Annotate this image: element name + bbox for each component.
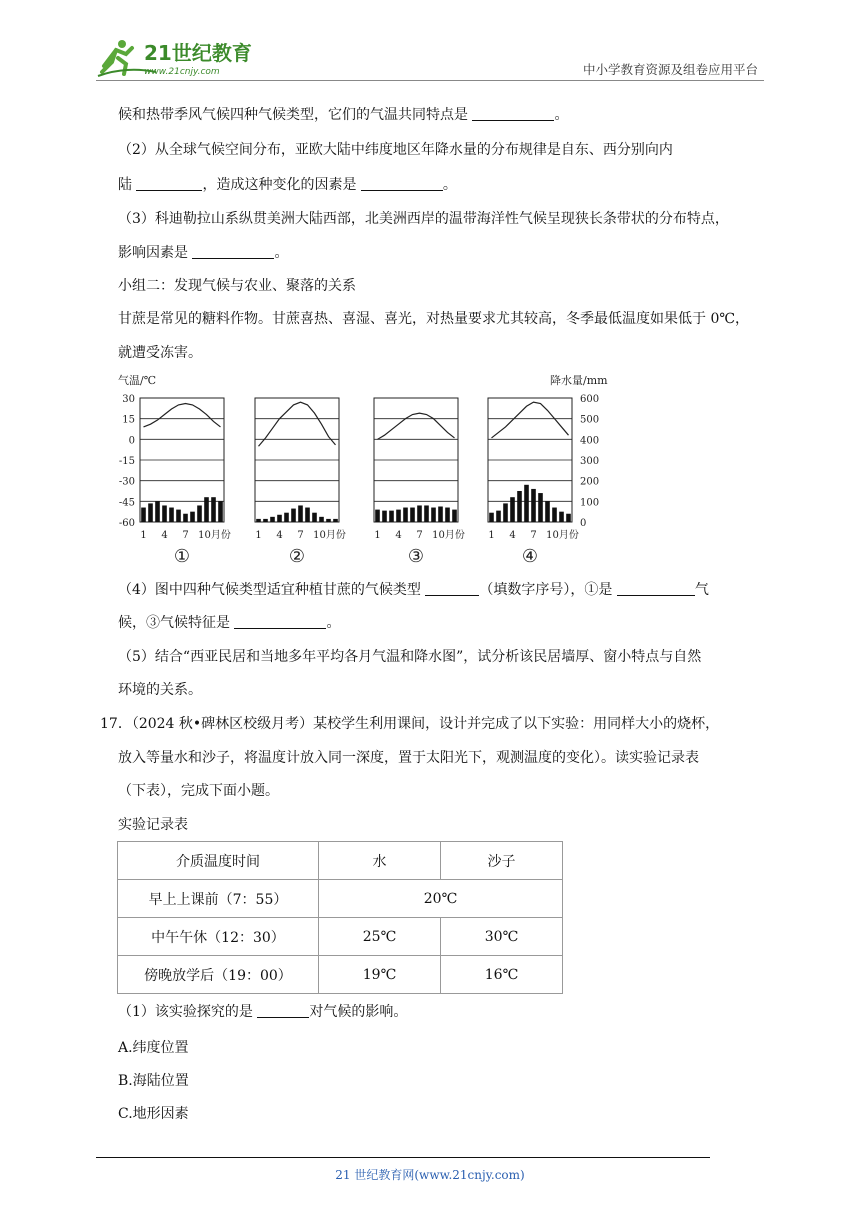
subquestion-1: （1）该实验探究的是 对气候的影响。 xyxy=(118,1004,408,1020)
precip-bar xyxy=(510,497,515,522)
question-17-line-3: （下表），完成下面小题。 xyxy=(118,783,279,799)
precip-tick-label: 100 xyxy=(580,497,600,509)
logo-url: www.21cnjy.com xyxy=(144,67,220,77)
question-5-line-2: 环境的关系。 xyxy=(118,682,202,698)
panel-number-label: ③ xyxy=(407,546,425,567)
temp-tick-label: -15 xyxy=(118,456,135,467)
question-3-line-1: （3）科迪勒拉山系纵贯美洲大陆西部，北美洲西岸的温带海洋性气候呈现狭长条带状的分布特点， xyxy=(118,211,729,227)
precip-bar xyxy=(141,508,146,522)
precip-bar xyxy=(197,505,202,522)
temp-tick-label: -30 xyxy=(118,476,135,488)
question-5-line-1: （5）结合“西亚民居和当地多年平均各月气温和降水图”，试分析该民居墙厚、窗小特点与自然 xyxy=(118,649,702,665)
panel-number-label: ② xyxy=(288,546,306,567)
climate-panel xyxy=(140,398,231,567)
precip-bar xyxy=(438,507,443,523)
month-tick-label: 10月份 xyxy=(313,530,346,541)
table-header: 水 xyxy=(319,842,441,880)
table-header: 介质温度时间 xyxy=(118,842,319,880)
precip-tick-label: 400 xyxy=(580,435,600,447)
footer-divider xyxy=(96,1157,710,1158)
answer-blank xyxy=(361,176,443,191)
group-2-heading: 小组二：发现气候与农业、聚落的关系 xyxy=(118,278,356,294)
precip-bar xyxy=(176,510,181,522)
header-divider xyxy=(96,80,764,81)
temp-tick-label: -45 xyxy=(118,497,135,509)
sugarcane-line-2: 就遭受冻害。 xyxy=(118,345,202,361)
month-tick-label: 10月份 xyxy=(432,530,465,541)
month-tick-label: 7 xyxy=(530,530,537,541)
precip-tick-label: 0 xyxy=(580,518,587,529)
month-tick-label: 1 xyxy=(255,530,262,541)
question-3-line-2: 影响因素是 。 xyxy=(118,245,289,261)
precip-bar xyxy=(375,510,380,522)
table-cell-water: 25℃ xyxy=(319,918,441,956)
precip-bar xyxy=(396,510,401,522)
question-17-line-2: 放入等量水和沙子，将温度计放入同一深度，置于太阳光下，观测温度的变化）。读实验记录表 xyxy=(118,750,699,766)
temp-line xyxy=(378,413,455,439)
month-tick-label: 7 xyxy=(416,530,423,541)
question-4-line-1: （4）图中四种气候类型适宜种植甘蔗的气候类型 （填数字序号），①是 气 xyxy=(118,582,709,598)
site-logo xyxy=(96,36,266,80)
precip-bar xyxy=(277,515,282,522)
precip-bar xyxy=(218,501,223,522)
precip-bar xyxy=(424,505,429,522)
precip-bar xyxy=(538,493,543,522)
precip-bar xyxy=(183,514,188,522)
question-2-line-2: 陆 ，造成这种变化的因素是 。 xyxy=(118,177,457,193)
month-tick-label: 4 xyxy=(161,530,168,541)
temp-line xyxy=(492,402,569,438)
question-4-line-2: 候，③气候特征是 。 xyxy=(118,615,341,631)
table-cell-time: 早上上课前（7：55） xyxy=(118,880,319,918)
temp-tick-label: 0 xyxy=(128,435,135,447)
answer-blank xyxy=(425,581,479,596)
precip-tick-label: 500 xyxy=(580,414,600,426)
panel-number-label: ① xyxy=(173,546,191,567)
answer-blank xyxy=(617,581,695,596)
precip-bar xyxy=(403,508,408,522)
precip-bar xyxy=(291,509,296,522)
precip-bar xyxy=(263,519,268,522)
sugarcane-line-1: 甘蔗是常见的糖料作物。甘蔗喜热、喜湿、喜光，对热量要求尤其较高，冬季最低温度如果低于 0℃， xyxy=(118,311,750,327)
climate-panel xyxy=(374,398,465,567)
precip-bar xyxy=(531,489,536,522)
precip-bar xyxy=(389,511,394,522)
climate-charts xyxy=(110,372,630,568)
precip-bar xyxy=(270,517,275,522)
precip-axis-label: 降水量/mm xyxy=(550,374,608,387)
temp-tick-label: 15 xyxy=(122,414,135,426)
month-tick-label: 1 xyxy=(488,530,495,541)
precip-bar xyxy=(410,508,415,522)
precip-bar xyxy=(169,508,174,522)
table-cell-sand: 30℃ xyxy=(441,918,563,956)
option-c[interactable]: C.地形因素 xyxy=(118,1106,189,1122)
table-cell-merged: 20℃ xyxy=(319,880,563,918)
precip-bar xyxy=(445,508,450,522)
answer-blank xyxy=(234,614,326,629)
table-cell-time: 中午午休（12：30） xyxy=(118,918,319,956)
precip-bar xyxy=(312,513,317,522)
precip-bar xyxy=(566,514,571,522)
month-tick-label: 4 xyxy=(276,530,283,541)
table-cell-water: 19℃ xyxy=(319,956,441,994)
precip-bar xyxy=(326,519,331,522)
precip-bar xyxy=(319,517,324,522)
line-temperature-feature: 候和热带季风气候四种气候类型，它们的气温共同特点是 。 xyxy=(118,107,569,123)
header-platform-name: 中小学教育资源及组卷应用平台 xyxy=(582,62,758,77)
climate-panel xyxy=(255,398,346,567)
table-header-row xyxy=(118,842,563,880)
table-row xyxy=(118,880,563,918)
temp-tick-label: 30 xyxy=(122,394,135,405)
precip-bar xyxy=(162,505,167,522)
precip-tick-label: 300 xyxy=(580,456,600,467)
question-2-line-1: （2）从全球气候空间分布，亚欧大陆中纬度地区年降水量的分布规律是自东、西分别向内 xyxy=(118,142,673,158)
climate-panel xyxy=(488,398,579,567)
panel-number-label: ④ xyxy=(521,546,539,567)
precip-bar xyxy=(211,497,216,522)
precip-tick-label: 600 xyxy=(580,394,600,405)
question-17-line-1: 17．（2024 秋•碑林区校级月考）某校学生利用课间，设计并完成了以下实验：用同样大小的烧杯， xyxy=(100,716,720,732)
table-cell-time: 傍晚放学后（19：00） xyxy=(118,956,319,994)
precip-bar xyxy=(552,508,557,522)
precip-bar xyxy=(298,505,303,522)
month-tick-label: 7 xyxy=(182,530,189,541)
answer-blank xyxy=(136,176,202,191)
precip-bar xyxy=(190,512,195,522)
precip-bar xyxy=(452,510,457,522)
precip-bar xyxy=(284,513,289,522)
precip-bar xyxy=(333,519,338,522)
precip-bar xyxy=(204,497,209,522)
logo-text: 21世纪教育 xyxy=(144,41,252,65)
month-tick-label: 4 xyxy=(509,530,516,541)
month-tick-label: 1 xyxy=(140,530,147,541)
precip-bar xyxy=(545,501,550,522)
answer-blank xyxy=(257,1003,309,1018)
precip-bar xyxy=(503,503,508,522)
option-b[interactable]: B.海陆位置 xyxy=(118,1073,189,1089)
answer-blank xyxy=(192,244,274,259)
precip-bar xyxy=(148,503,153,522)
precip-bar xyxy=(524,485,529,522)
precip-bar xyxy=(496,511,501,522)
month-tick-label: 4 xyxy=(395,530,402,541)
footer-text: 21 世纪教育网(www.21cnjy.com) xyxy=(335,1168,525,1182)
table-header: 沙子 xyxy=(441,842,563,880)
table-caption: 实验记录表 xyxy=(118,817,188,833)
experiment-table xyxy=(117,841,563,994)
month-tick-label: 7 xyxy=(297,530,304,541)
precip-bar xyxy=(382,511,387,522)
table-row xyxy=(118,956,563,994)
precip-bar xyxy=(155,501,160,522)
precip-bar xyxy=(256,519,261,522)
precip-tick-label: 200 xyxy=(580,476,600,488)
precip-bar xyxy=(305,508,310,522)
precip-bar xyxy=(417,505,422,522)
table-cell-sand: 16℃ xyxy=(441,956,563,994)
table-row xyxy=(118,918,563,956)
precip-bar xyxy=(517,491,522,522)
month-tick-label: 10月份 xyxy=(546,530,579,541)
temp-tick-label: -60 xyxy=(118,518,135,529)
month-tick-label: 1 xyxy=(374,530,381,541)
precip-bar xyxy=(559,512,564,522)
precip-bar xyxy=(489,513,494,522)
temp-line xyxy=(144,404,221,427)
answer-blank xyxy=(472,106,554,121)
month-tick-label: 10月份 xyxy=(198,530,231,541)
temp-axis-label: 气温/℃ xyxy=(118,374,157,387)
precip-bar xyxy=(431,508,436,522)
option-a[interactable]: A.纬度位置 xyxy=(118,1040,189,1056)
